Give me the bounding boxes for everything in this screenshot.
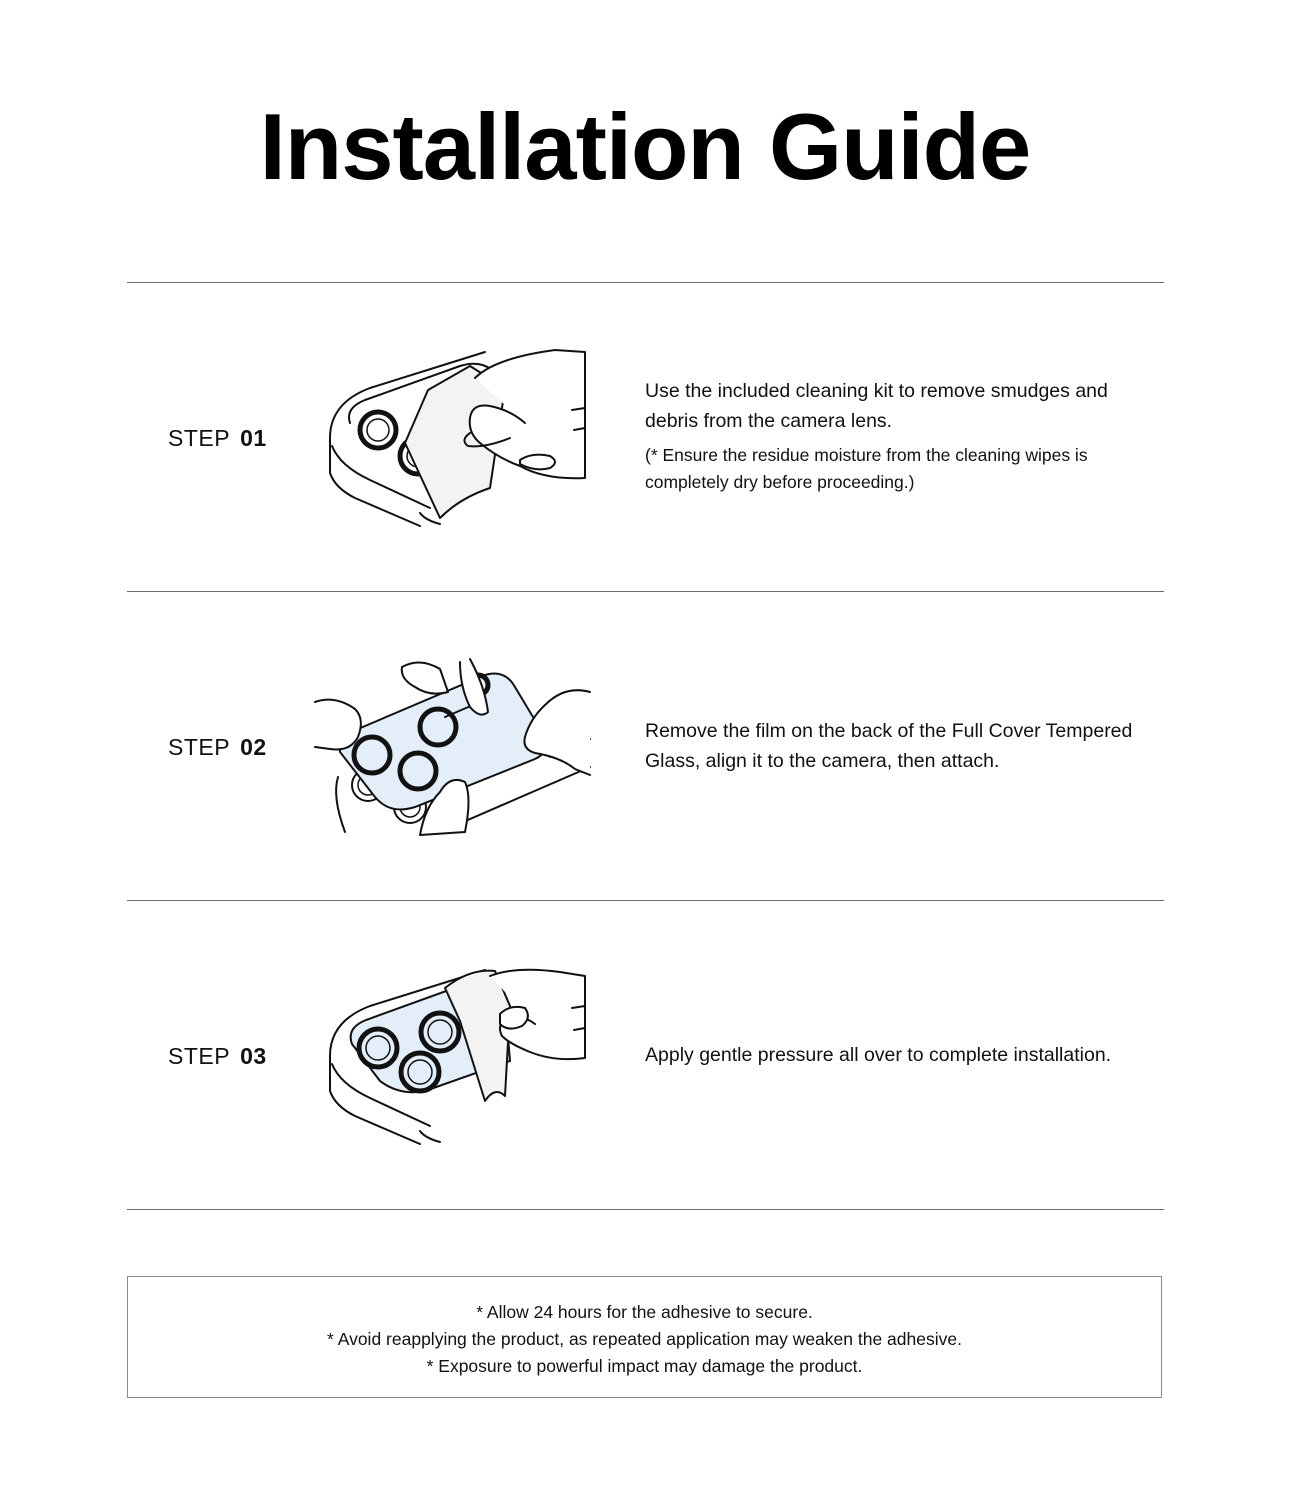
cleaning-wipe-on-camera-illustration	[310, 348, 595, 528]
step-2-instruction: Remove the film on the back of the Full Cover Tempered Glass, align it to the camera, then attach.	[645, 720, 1133, 772]
step-2-number: 02	[240, 734, 267, 760]
step-2-prefix: STEP	[168, 734, 231, 760]
note-avoid-reapplying: * Avoid reapplying the product, as repeated application may weaken the adhesive.	[327, 1329, 962, 1349]
note-adhesive-cure-time: * Allow 24 hours for the adhesive to secure.	[476, 1302, 813, 1322]
step-3-instruction: Apply gentle pressure all over to complete installation.	[645, 1044, 1112, 1066]
step-1-note: (* Ensure the residue moisture from the cleaning wipes is completely dry before proceeding.)	[645, 445, 1088, 492]
step-1-instruction: Use the included cleaning kit to remove smudges and debris from the camera lens.	[645, 380, 1108, 432]
divider-step-1	[127, 591, 1164, 592]
step-1-number: 01	[240, 425, 267, 451]
divider-step-2	[127, 900, 1164, 901]
step-3-number: 03	[240, 1043, 267, 1069]
step-1-text-block	[645, 376, 1165, 496]
divider-step-3	[127, 1209, 1164, 1210]
step-3-label	[168, 1045, 267, 1068]
step-3-prefix: STEP	[168, 1043, 231, 1069]
pressing-glass-with-cloth-illustration	[310, 966, 595, 1146]
note-impact-damage: * Exposure to powerful impact may damage the product.	[426, 1356, 863, 1376]
step-2-text-block	[645, 716, 1165, 776]
divider-top	[127, 282, 1164, 283]
step-3-text-block	[645, 1040, 1165, 1070]
aligning-glass-over-camera-illustration	[310, 657, 595, 837]
step-2-label	[168, 736, 267, 759]
caution-notes-box	[127, 1276, 1162, 1398]
step-1-prefix: STEP	[168, 425, 231, 451]
page-title: Installation Guide	[259, 94, 1031, 199]
step-1-label	[168, 427, 267, 450]
